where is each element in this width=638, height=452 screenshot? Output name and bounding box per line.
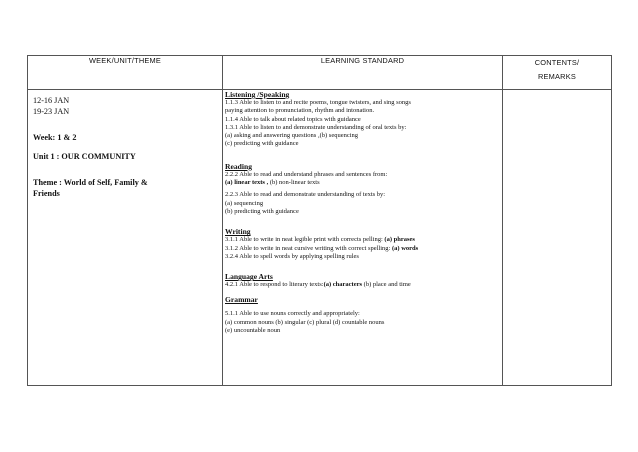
language-arts-line: [225, 281, 500, 289]
language-arts-text: (b) place and time: [362, 281, 411, 289]
contents-remarks-cell: [503, 90, 612, 386]
writing-bold: (a) words: [391, 244, 419, 252]
writing-line: [225, 236, 500, 244]
reading-line: 2.2.3 Able to read and demonstrate understanding of texts by:: [225, 191, 386, 199]
language-arts-text: 4.2.1 Able to respond to literary texts:: [225, 281, 324, 289]
week-unit-theme-cell: [28, 90, 223, 386]
header-learning-standard: LEARNING STANDARD: [223, 56, 503, 90]
header-remarks: REMARKS: [538, 72, 576, 81]
listening-line: 1.1.3 Able to listen to and recite poems, tongue twisters, and sing songs: [225, 99, 411, 106]
reading-non-linear-texts: (b) non-linear texts: [268, 179, 320, 187]
date-range-1: 12-16 JAN: [33, 96, 70, 105]
grammar-heading: Grammar: [225, 295, 258, 305]
reading-heading: Reading: [225, 161, 253, 171]
reading-linear-texts: (a) linear texts ,: [225, 179, 269, 187]
listening-speaking-heading: Listening /Speaking: [225, 90, 290, 99]
header-contents-remarks: [503, 56, 612, 90]
table-body-row: [28, 90, 612, 386]
header-week-unit-theme: WEEK/UNIT/THEME: [28, 56, 223, 90]
reading-line: [225, 179, 500, 187]
language-arts-heading: Language Arts: [225, 272, 273, 282]
grammar-line: (e) uncountable noun: [225, 327, 281, 335]
reading-line: (a) sequencing: [225, 199, 264, 207]
lesson-plan-table: [27, 55, 612, 386]
learning-standard-cell: [223, 90, 503, 386]
listening-line: (a) asking and answering questions ,(b) sequencing: [225, 132, 359, 140]
listening-line: paying attention to pronunciation, rhythm and intonation.: [225, 107, 375, 115]
table-header-row: [28, 56, 612, 90]
listening-line: 1.3.1 Able to listen to and demonstrate understanding of oral texts by:: [225, 123, 407, 131]
reading-line: 2.2.2 Able to read and understand phrases and sentences from:: [225, 170, 388, 178]
grammar-line: 5.1.1 Able to use nouns correctly and appropriately:: [225, 310, 360, 318]
unit-label: Unit 1 : OUR COMMUNITY: [33, 151, 136, 161]
theme-label-line-1: Theme : World of Self, Family &: [33, 178, 148, 187]
week-label: Week: 1 & 2: [33, 133, 77, 142]
writing-bold: (a) phrases: [384, 236, 415, 244]
date-range-2: 19-23 JAN: [33, 106, 70, 116]
grammar-line: (a) common nouns (b) singular (c) plural (d) countable nouns: [225, 318, 385, 326]
header-contents: CONTENTS/: [534, 58, 580, 67]
writing-text: 3.1.2 Able to write in neat cursive writing with correct spelling:: [225, 244, 392, 252]
listening-line: 1.1.4 Able to talk about related topics with guidance: [225, 115, 361, 123]
theme-label-line-2: Friends: [33, 188, 60, 198]
listening-line: (c) predicting with guidance: [225, 140, 299, 148]
reading-line: (b) predicting with guidance: [225, 207, 299, 215]
language-arts-bold: (a) characters: [323, 281, 363, 289]
writing-text: 3.1.1 Able to write in neat legible print with corrects pelling:: [225, 236, 385, 244]
writing-heading: Writing: [225, 227, 251, 237]
writing-line: 3.2.4 Able to spell words by applying spelling rules: [225, 252, 359, 260]
writing-line: [225, 245, 500, 253]
